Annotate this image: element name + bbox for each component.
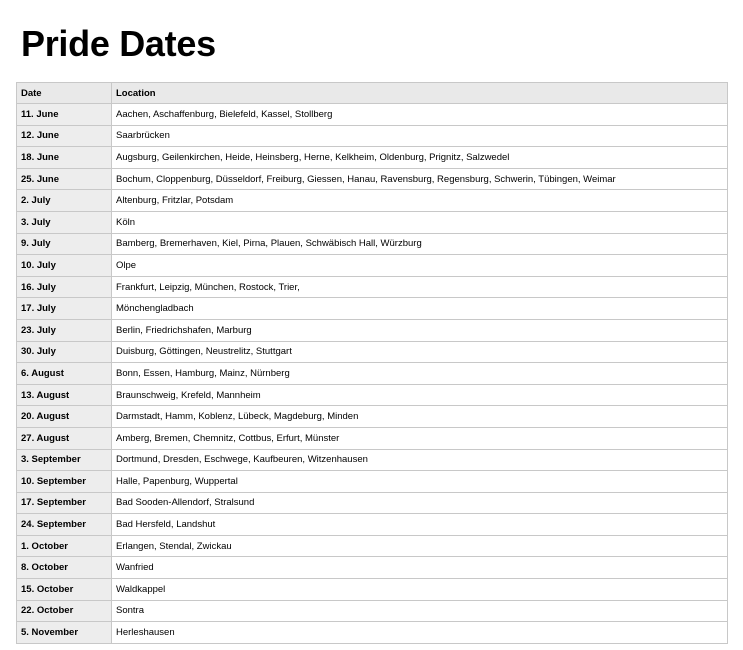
location-cell: Dortmund, Dresden, Eschwege, Kaufbeuren, Witzenhausen bbox=[112, 449, 728, 471]
table-row bbox=[17, 492, 728, 514]
table-row bbox=[17, 298, 728, 320]
table-row bbox=[17, 535, 728, 557]
date-cell: 1. October bbox=[17, 535, 112, 557]
location-cell: Erlangen, Stendal, Zwickau bbox=[112, 535, 728, 557]
location-cell: Frankfurt, Leipzig, München, Rostock, Trier, bbox=[112, 276, 728, 298]
table-row bbox=[17, 319, 728, 341]
date-cell: 3. July bbox=[17, 211, 112, 233]
location-cell: Bamberg, Bremerhaven, Kiel, Pirna, Plauen, Schwäbisch Hall, Würzburg bbox=[112, 233, 728, 255]
location-cell: Bad Hersfeld, Landshut bbox=[112, 514, 728, 536]
date-cell: 16. July bbox=[17, 276, 112, 298]
location-cell: Augsburg, Geilenkirchen, Heide, Heinsberg, Herne, Kelkheim, Oldenburg, Prignitz, Salzwedel bbox=[112, 147, 728, 169]
table-row bbox=[17, 579, 728, 601]
table-row bbox=[17, 147, 728, 169]
table-row bbox=[17, 276, 728, 298]
table-row bbox=[17, 125, 728, 147]
table-row bbox=[17, 384, 728, 406]
date-cell: 30. July bbox=[17, 341, 112, 363]
table-row bbox=[17, 211, 728, 233]
table-row bbox=[17, 471, 728, 493]
table-header bbox=[17, 83, 728, 104]
location-cell: Köln bbox=[112, 211, 728, 233]
date-cell: 15. October bbox=[17, 579, 112, 601]
location-cell: Olpe bbox=[112, 255, 728, 277]
location-cell: Bochum, Cloppenburg, Düsseldorf, Freiburg, Giessen, Hanau, Ravensburg, Regensburg, Schwerin, Tübingen, Weimar bbox=[112, 168, 728, 190]
date-cell: 23. July bbox=[17, 319, 112, 341]
location-cell: Bonn, Essen, Hamburg, Mainz, Nürnberg bbox=[112, 363, 728, 385]
table-row bbox=[17, 190, 728, 212]
location-cell: Waldkappel bbox=[112, 579, 728, 601]
header-row bbox=[17, 83, 728, 104]
location-cell: Aachen, Aschaffenburg, Bielefeld, Kassel, Stollberg bbox=[112, 104, 728, 126]
location-cell: Saarbrücken bbox=[112, 125, 728, 147]
location-cell: Amberg, Bremen, Chemnitz, Cottbus, Erfurt, Münster bbox=[112, 427, 728, 449]
location-cell: Bad Sooden-Allendorf, Stralsund bbox=[112, 492, 728, 514]
table-row bbox=[17, 168, 728, 190]
pride-dates-table bbox=[16, 82, 728, 644]
date-cell: 17. September bbox=[17, 492, 112, 514]
date-cell: 24. September bbox=[17, 514, 112, 536]
location-cell: Mönchengladbach bbox=[112, 298, 728, 320]
date-cell: 10. September bbox=[17, 471, 112, 493]
date-cell: 11. June bbox=[17, 104, 112, 126]
date-cell: 9. July bbox=[17, 233, 112, 255]
date-cell: 2. July bbox=[17, 190, 112, 212]
date-column-header: Date bbox=[17, 83, 112, 104]
location-cell: Berlin, Friedrichshafen, Marburg bbox=[112, 319, 728, 341]
date-cell: 17. July bbox=[17, 298, 112, 320]
location-cell: Duisburg, Göttingen, Neustrelitz, Stuttgart bbox=[112, 341, 728, 363]
location-cell: Braunschweig, Krefeld, Mannheim bbox=[112, 384, 728, 406]
location-cell: Sontra bbox=[112, 600, 728, 622]
table-row bbox=[17, 622, 728, 644]
table-row bbox=[17, 104, 728, 126]
location-cell: Herleshausen bbox=[112, 622, 728, 644]
date-cell: 13. August bbox=[17, 384, 112, 406]
location-cell: Halle, Papenburg, Wuppertal bbox=[112, 471, 728, 493]
date-cell: 22. October bbox=[17, 600, 112, 622]
location-cell: Darmstadt, Hamm, Koblenz, Lübeck, Magdeburg, Minden bbox=[112, 406, 728, 428]
table-row bbox=[17, 363, 728, 385]
table-row bbox=[17, 427, 728, 449]
location-cell: Wanfried bbox=[112, 557, 728, 579]
table-row bbox=[17, 557, 728, 579]
location-cell: Altenburg, Fritzlar, Potsdam bbox=[112, 190, 728, 212]
date-cell: 3. September bbox=[17, 449, 112, 471]
date-cell: 27. August bbox=[17, 427, 112, 449]
table-row bbox=[17, 449, 728, 471]
date-cell: 20. August bbox=[17, 406, 112, 428]
table-row bbox=[17, 255, 728, 277]
page-title: Pride Dates bbox=[21, 23, 216, 64]
table-row bbox=[17, 406, 728, 428]
table-row bbox=[17, 341, 728, 363]
location-column-header: Location bbox=[112, 83, 728, 104]
date-cell: 18. June bbox=[17, 147, 112, 169]
date-cell: 10. July bbox=[17, 255, 112, 277]
table-row bbox=[17, 514, 728, 536]
date-cell: 12. June bbox=[17, 125, 112, 147]
table-body bbox=[17, 104, 728, 644]
date-cell: 6. August bbox=[17, 363, 112, 385]
table-row bbox=[17, 600, 728, 622]
date-cell: 5. November bbox=[17, 622, 112, 644]
date-cell: 25. June bbox=[17, 168, 112, 190]
date-cell: 8. October bbox=[17, 557, 112, 579]
table-row bbox=[17, 233, 728, 255]
